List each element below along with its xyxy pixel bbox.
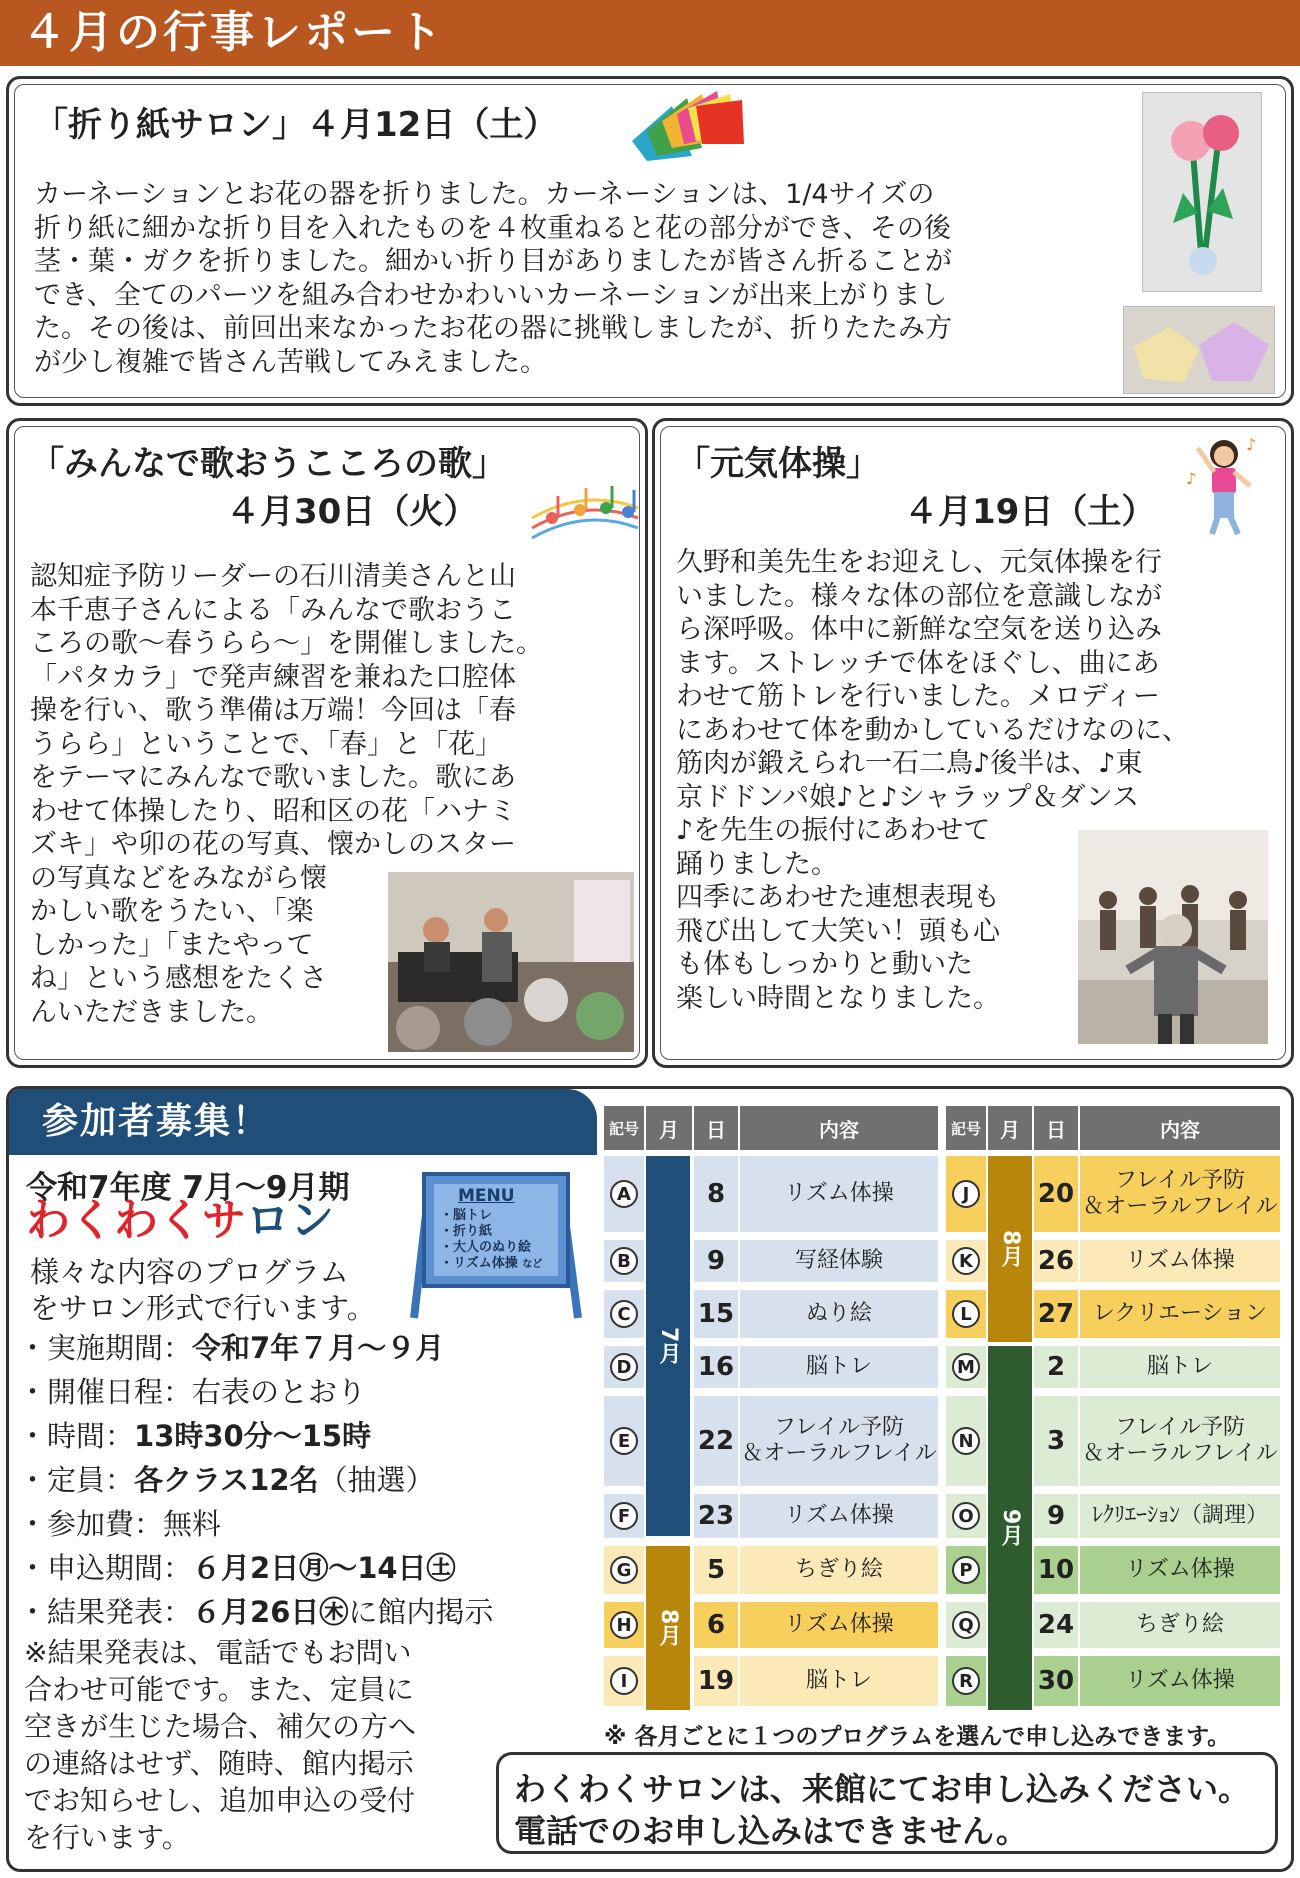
menu-sign-item-text: ・リズム体操 [440,1256,518,1271]
schedule-content-cell: ちぎり絵 [740,1546,938,1594]
genki-line: ます。ストレッチで体をほぐし、曲にあ [676,647,1160,679]
genki-line: ♪を先生の振付にあわせて [676,815,991,846]
song-line: うらら」ということで、「春」と「花」 [30,728,502,760]
origami-line: た。その後は、前回出来なかったお花の器に挑戦しましたが、折りたたみ方 [34,313,952,344]
schedule-day-cell: 26 [1034,1240,1078,1282]
program-symbol: L [952,1300,980,1328]
genki-date: ４月19日（土） [904,492,1156,532]
genki-line: 京ドドンパ娘♪と♪シャラップ＆ダンス [676,781,1139,813]
program-symbol: M [952,1353,980,1381]
schedule-day-cell: 2 [1034,1346,1078,1388]
info-application [18,1550,456,1586]
flower-box-photo [1123,306,1275,394]
song-line: 「パタカラ」で発声練習を兼ねた口腔体 [30,661,516,693]
schedule-day-cell: 15 [694,1290,738,1338]
notice-line: ※結果発表は、電話でもお問い [24,1636,412,1669]
program-symbol: I [610,1667,638,1695]
schedule-day-cell: 20 [1034,1156,1078,1232]
month-label: 8月 [656,1609,681,1647]
salon-name-part: サ [202,1195,246,1246]
info-label: ・時間： [18,1419,135,1453]
schedule-content-cell: 脳トレ [1080,1346,1280,1388]
origami-line: 折り紙に細かな折り目を入れたものを４枚重ねると花の部分ができ、その後 [34,212,951,244]
menu-sign-etc: など [522,1259,543,1270]
program-symbol: G [610,1556,638,1584]
genki-line: 久野和美先生をお迎えし、元気体操を行 [676,547,1162,578]
schedule-day-cell: 8 [694,1156,738,1232]
song-line: 認知症予防リーダーの石川清美さんと山 [30,561,516,592]
genki-title: 「元気体操」 [676,444,880,484]
song-line: んいただきました。 [30,996,273,1028]
schedule-content-cell: 脳トレ [740,1346,938,1388]
report-banner [0,0,1300,66]
menu-sign [410,1170,586,1320]
menu-sign-item: ・脳トレ [440,1208,493,1223]
genki-line: 飛び出して大笑い！頭も心 [676,915,1000,947]
genki-line: 踊りました。 [676,848,838,880]
intro-line: 様々な内容のプログラム [30,1255,349,1289]
recruit-intro [30,1254,376,1326]
dance-photo [1078,830,1268,1044]
schedule-day-cell: 9 [694,1240,738,1282]
info-time [18,1418,371,1454]
origami-line: でき、全てのパーツを組み合わせかわいいカーネーションが出来上がりまし [34,279,948,311]
genki-line: にあわせて体を動かしているだけなのに、 [676,714,1189,746]
schedule-month-cell [646,1546,690,1710]
schedule-day-cell: 30 [1034,1656,1078,1706]
origami-line: が少し複雑で皆さん苦戦してみえました。 [34,346,547,378]
schedule-day-cell: 22 [694,1396,738,1486]
song-line: をテーマにみんなで歌いました。歌にあ [30,762,516,793]
info-fee [18,1506,221,1542]
genki-line: ら深呼吸。体中に新鮮な空気を送り込み [676,614,1162,645]
info-value: ６月2日㊊～14日㊏ [192,1551,456,1585]
schedule-content-cell: リズム体操 [1080,1240,1280,1282]
song-line: ね」という感想をたくさ [30,963,327,994]
schedule-content-cell: リズム体操 [740,1156,938,1232]
info-label: ・参加費：無料 [18,1507,222,1541]
schedule-symbol-cell [604,1346,644,1388]
carnation-photo [1142,92,1262,292]
schedule-day-cell: 5 [694,1546,738,1594]
schedule-day-cell: 23 [694,1494,738,1538]
schedule-month-cell [988,1346,1032,1710]
schedule-header-cell: 日 [694,1106,738,1150]
genki-line: 四季にあわせた連想表現も [676,882,1000,913]
info-result [18,1594,493,1630]
program-symbol: Q [952,1611,980,1639]
menu-sign-title: MENU [458,1186,515,1206]
salon-name [26,1196,334,1246]
schedule-header-cell: 内容 [740,1106,938,1150]
schedule-content-cell: 脳トレ [740,1656,938,1706]
notice-line: でお知らせし、追加申込の受付 [24,1784,416,1817]
schedule-day-cell: 6 [694,1602,738,1648]
origami-title: 「折り紙サロン」４月12日（土） [34,105,558,145]
info-note: に館内掲示 [348,1595,494,1629]
info-label: ・結果発表： [18,1595,193,1629]
singing-photo [388,872,634,1052]
song-line: ズキ」や卯の花の写真、懐かしのスター [30,829,516,860]
info-schedule [18,1374,366,1410]
schedule-content-cell: ﾚｸﾘｴｰｼｮﾝ（調理） [1080,1494,1280,1538]
apply-line-1: わくわくサロンは、来館にてお申し込みください。 [514,1770,1251,1808]
notice-line: を行います。 [24,1821,190,1854]
program-symbol: P [952,1556,980,1584]
schedule-content-cell: リズム体操 [1080,1656,1280,1706]
schedule-day-cell: 19 [694,1656,738,1706]
origami-line: 茎・葉・ガクを折りました。細かい折り目がありましたが皆さん折ることが [34,246,952,277]
schedule-content-cell: フレイル予防 ＆オーラルフレイル [740,1396,938,1486]
schedule-month-cell [988,1156,1032,1342]
program-symbol: R [952,1667,980,1695]
schedule-symbol-cell [604,1602,644,1648]
program-symbol: F [610,1502,638,1530]
schedule-content-cell: ぬり絵 [740,1290,938,1338]
schedule-content-cell: リズム体操 [1080,1546,1280,1594]
schedule-symbol-cell [946,1290,986,1338]
song-line: かしい歌をうたい、「楽 [30,896,314,927]
schedule-symbol-cell [946,1602,986,1648]
period-title: 令和7年度 7月～9月期 [26,1170,350,1206]
schedule-day-cell: 9 [1034,1494,1078,1538]
program-symbol: N [952,1427,980,1455]
program-symbol: B [610,1247,638,1275]
info-note: （抽選） [318,1463,435,1497]
schedule-content-cell: ちぎり絵 [1080,1602,1280,1648]
schedule-content-cell: フレイル予防 ＆オーラルフレイル [1080,1156,1280,1232]
salon-name-part: ロン [246,1195,334,1246]
info-value: 各クラス12名 [134,1463,319,1497]
recruit-header: 参加者募集！ [42,1101,271,1142]
schedule-symbol-cell [604,1240,644,1282]
schedule-header-cell: 内容 [1080,1106,1280,1150]
song-line: しかった」「またやって [30,929,314,961]
program-symbol: O [952,1502,980,1530]
info-value: 令和7年７月～９月 [192,1331,445,1365]
origami-body [34,178,1114,379]
schedule-symbol-cell [946,1240,986,1282]
info-label: ・申込期間： [18,1551,193,1585]
program-symbol: H [610,1611,638,1639]
schedule-header-cell: 月 [988,1106,1032,1150]
schedule-footnote: ※ 各月ごとに１つのプログラムを選んで申し込みできます。 [604,1724,1231,1750]
schedule-symbol-cell [604,1290,644,1338]
genki-line: も体もしっかりと動いた [676,949,973,980]
schedule-header-cell: 記号 [946,1106,986,1150]
salon-name-part: わくわく [26,1195,202,1246]
schedule-symbol-cell [946,1156,986,1232]
schedule-header-cell: 記号 [604,1106,644,1150]
genki-line: いました。様々な体の部位を意識しなが [676,580,1162,612]
song-line: わせて体操したり、昭和区の花「ハナミ [30,795,516,827]
schedule-content-cell: フレイル予防 ＆オーラルフレイル [1080,1396,1280,1486]
svg-text:♪: ♪ [1246,435,1257,454]
song-line: の写真などをみながら懐 [30,862,327,894]
result-notice [24,1634,416,1856]
apply-line-2: 電話でのお申し込みはできません。 [514,1812,1028,1850]
exercise-woman-icon [1184,428,1264,538]
schedule-day-cell: 3 [1034,1396,1078,1486]
song-date: ４月30日（火） [226,492,478,532]
notice-line: 空きが生じた場合、補欠の方へ [24,1710,417,1743]
menu-sign-item [440,1256,542,1273]
program-symbol: C [610,1300,638,1328]
schedule-content-cell: リズム体操 [740,1494,938,1538]
schedule-symbol-cell [604,1546,644,1594]
program-symbol: K [952,1247,980,1275]
schedule-symbol-cell [946,1546,986,1594]
month-label: 7月 [656,1327,681,1365]
program-symbol: J [952,1180,980,1208]
schedule-month-cell [646,1156,690,1536]
info-value: 13時30分～15時 [134,1419,372,1453]
schedule-symbol-cell [946,1656,986,1706]
menu-sign-item: ・大人のぬり絵 [440,1240,532,1255]
intro-line: をサロン形式で行います。 [30,1291,376,1325]
song-line: ころの歌～春うらら～」を開催しました。 [30,628,543,659]
song-line: 操を行い、歌う準備は万端！今回は「春 [30,695,516,726]
schedule-symbol-cell [604,1156,644,1232]
info-capacity [18,1462,435,1498]
notice-line: の連絡はせず、随時、館内掲示 [24,1747,414,1780]
month-label: 8月 [998,1230,1023,1268]
genki-line: 筋肉が鍛えられ一石二鳥♪後半は、♪東 [676,748,1143,779]
schedule-header-cell: 日 [1034,1106,1078,1150]
schedule-symbol-cell [946,1494,986,1538]
program-symbol: E [610,1427,638,1455]
schedule-symbol-cell [946,1396,986,1486]
origami-paper-icon [622,86,762,166]
schedule-header-cell: 月 [646,1106,692,1150]
program-symbol: A [610,1180,638,1208]
schedule-content-cell: リズム体操 [740,1602,938,1648]
schedule-day-cell: 27 [1034,1290,1078,1338]
genki-line: わせて筋トレを行いました。メロディー [676,681,1160,712]
song-title: 「みんなで歌おうこころの歌」 [30,444,506,484]
program-symbol: D [610,1353,638,1381]
music-notes-icon [530,478,640,548]
info-label: ・開催日程：右表のとおり [18,1375,367,1409]
svg-text:♪: ♪ [1186,469,1197,488]
info-value: ６月26日㊍ [192,1595,349,1629]
banner-title: ４月の行事レポート [22,7,445,58]
schedule-symbol-cell [946,1346,986,1388]
genki-line: 楽しい時間となりました。 [676,982,1000,1014]
info-label: ・実施期間： [18,1331,193,1365]
month-label: 9月 [998,1509,1023,1547]
schedule-symbol-cell [604,1396,644,1486]
schedule-content-cell: 写経体験 [740,1240,938,1282]
schedule-day-cell: 10 [1034,1546,1078,1594]
menu-sign-list [440,1208,542,1273]
schedule-day-cell: 16 [694,1346,738,1388]
notice-line: 合わせ可能です。また、定員に [24,1673,414,1706]
song-line: 本千恵子さんによる「みんなで歌おうこ [30,594,516,626]
menu-sign-item: ・折り紙 [440,1224,493,1239]
schedule-content-cell: レクリエーション [1080,1290,1280,1338]
info-label: ・定員： [18,1463,135,1497]
schedule-symbol-cell [604,1656,644,1706]
schedule-symbol-cell [604,1494,644,1538]
schedule-day-cell: 24 [1034,1602,1078,1648]
origami-line: カーネーションとお花の器を折りました。カーネーションは、1/4サイズの [34,179,935,210]
info-period [18,1330,444,1366]
